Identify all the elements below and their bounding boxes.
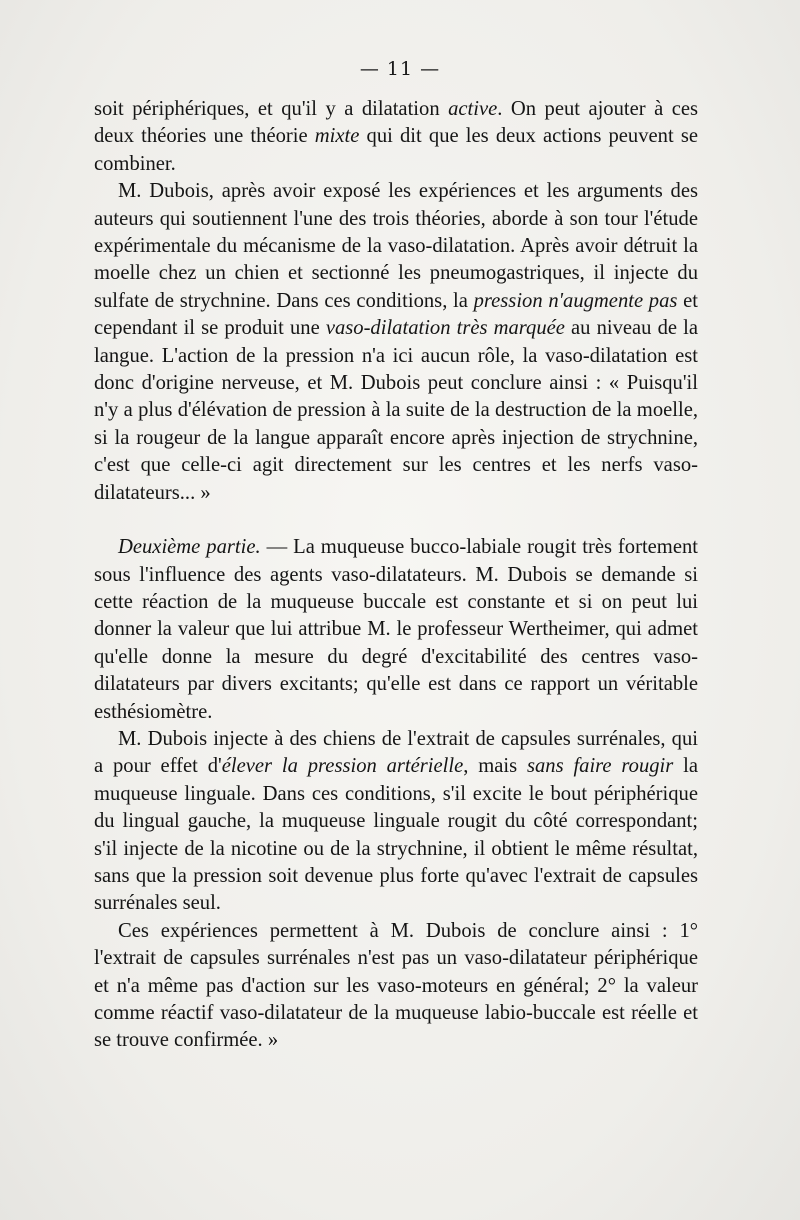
text-segment: . On peut ajouter à ces deux théories une théorie <box>94 98 698 148</box>
paragraph-deuxieme-partie <box>94 534 698 726</box>
text-segment: — La muqueuse bucco-labiale rougit très fortement sous l'influence des agents vaso-dilatateurs. M. Dubois se demande si cette réaction de la muqueuse buccale est constante et si on peut lui donner la valeur que lui attribue M. le professeur Wertheimer, qui admet qu'elle donne la mesure du degré d'excitabilité des centres vaso-dilatateurs par divers excitants; qu'elle est dans ce rapport un véritable esthésiomètre. <box>94 536 698 723</box>
text-segment: , mais <box>463 755 527 778</box>
italic-text-segment: Deuxième partie. <box>118 536 261 559</box>
italic-text-segment: active <box>448 98 498 120</box>
italic-text-segment: pression n'augmente pas <box>473 289 678 312</box>
text-segment: la muqueuse linguale. Dans ces conditions, s'il excite le bout périphérique du lingual gauche, la muqueuse linguale rougit du côté correspondant; s'il injecte de la nicotine ou de la strychnine, il obtient le même résultat, sans que la pression soit devenue plus forte qu'avec l'extrait de capsules surrénales seul. <box>94 755 698 915</box>
italic-text-segment: vaso-dilatation très marquée <box>325 317 565 340</box>
text-segment: M. Dubois injecte à des chiens de l'extrait de capsules surrénales, qui a pour effet d' <box>94 727 698 778</box>
text-segment: M. Dubois, après avoir exposé les expériences et les arguments des auteurs qui soutiennent l'une des trois théories, aborde à son tour l'étude expérimentale du mécanisme de la vaso-dilatation. Après avoir détruit la moelle chez un chien et sectionné les pneumogastriques, il injecte du sulfate de strychnine. Dans ces conditions, la <box>94 180 698 312</box>
text-segment: Ces expériences permettent à M. Dubois de conclure ainsi : 1° l'extrait de capsules surrénales n'est pas un vaso-dilatateur périphérique et n'a même pas d'action sur les vaso-moteurs en général; 2° la valeur comme réactif vaso-dilatateur de la muqueuse labio-buccale est réelle et se trouve confirmée. » <box>94 919 698 1052</box>
text-segment: soit périphériques, et qu'il y a dilatation <box>94 98 449 120</box>
paragraph-continuation <box>94 96 698 178</box>
paragraph-capsules-surrenales <box>94 726 698 918</box>
italic-text-segment: mixte <box>314 125 360 148</box>
text-segment: au niveau de la langue. L'action de la pression n'a ici aucun rôle, la vaso-dilatation est donc d'origine nerveuse, et M. Dubois peut conclure ainsi : « Puisqu'il n'y a plus d'élévation de pression à la suite de la destruction de la moelle, si la rougeur de la langue apparaît encore après injection de strychnine, c'est que celle-ci agit directement sur les centres et les nerfs vaso-dilatateurs... » <box>94 317 698 504</box>
page-number: — 11 — <box>359 58 441 80</box>
italic-text-segment: élever la pression artérielle <box>221 755 464 778</box>
paragraph-conclusion <box>94 918 698 1055</box>
paragraph-dubois-experiment <box>94 178 698 507</box>
text-segment: et cependant il se produit une <box>94 289 698 340</box>
italic-text-segment: sans faire rougir <box>526 755 674 778</box>
body-text <box>94 96 698 1055</box>
text-segment: qui dit que les deux actions peuvent se combiner. <box>94 125 698 175</box>
